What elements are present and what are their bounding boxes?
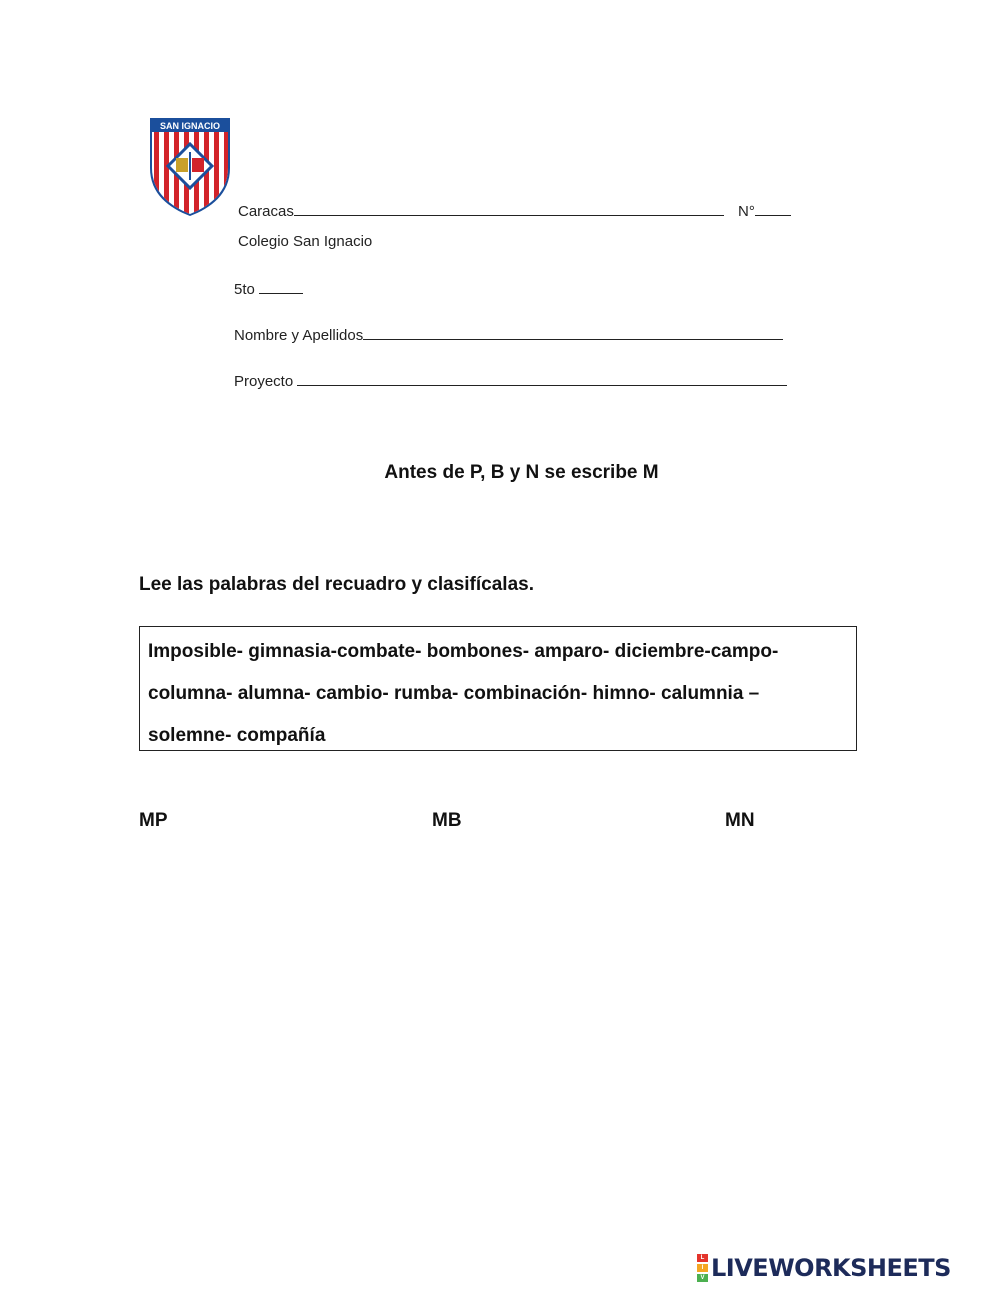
project-label: Proyecto (234, 373, 294, 390)
project-blank[interactable] (297, 371, 787, 386)
school-name: Colegio San Ignacio (238, 233, 373, 250)
name-line[interactable] (234, 325, 783, 344)
column-mb: MB (432, 810, 462, 831)
shield-icon (148, 116, 232, 216)
word-line: Imposible- gimnasia-combate- bombones- amparo- diciembre-campo- (148, 641, 779, 662)
number-line[interactable] (738, 201, 791, 220)
svg-text:SAN IGNACIO: SAN IGNACIO (159, 121, 221, 131)
brand-blocks-icon: L I V (697, 1253, 708, 1283)
name-blank[interactable] (363, 325, 783, 340)
city-label: Caracas (238, 203, 294, 220)
city-blank[interactable] (294, 201, 724, 216)
word-line: columna- alumna- cambio- rumba- combinación- himno- calumnia – (148, 683, 760, 704)
grade-blank[interactable] (259, 279, 303, 294)
brand-name: LIVEWORKSHEETS (711, 1254, 951, 1282)
number-blank[interactable] (755, 201, 791, 216)
column-mp: MP (139, 810, 168, 831)
page-title: Antes de P, B y N se escribe M (384, 462, 659, 483)
grade-label: 5to (234, 281, 255, 298)
grade-line[interactable] (234, 279, 303, 298)
word-line: solemne- compañía (148, 725, 326, 746)
name-label: Nombre y Apellidos (234, 327, 364, 344)
city-date-line[interactable] (238, 201, 724, 220)
word-box (139, 626, 857, 751)
liveworksheets-logo (697, 1253, 951, 1283)
column-mn: MN (725, 810, 755, 831)
project-line[interactable] (234, 371, 787, 390)
school-logo (148, 116, 232, 216)
number-label: N° (738, 203, 755, 220)
instruction-text: Lee las palabras del recuadro y clasifícalas. (139, 574, 534, 595)
